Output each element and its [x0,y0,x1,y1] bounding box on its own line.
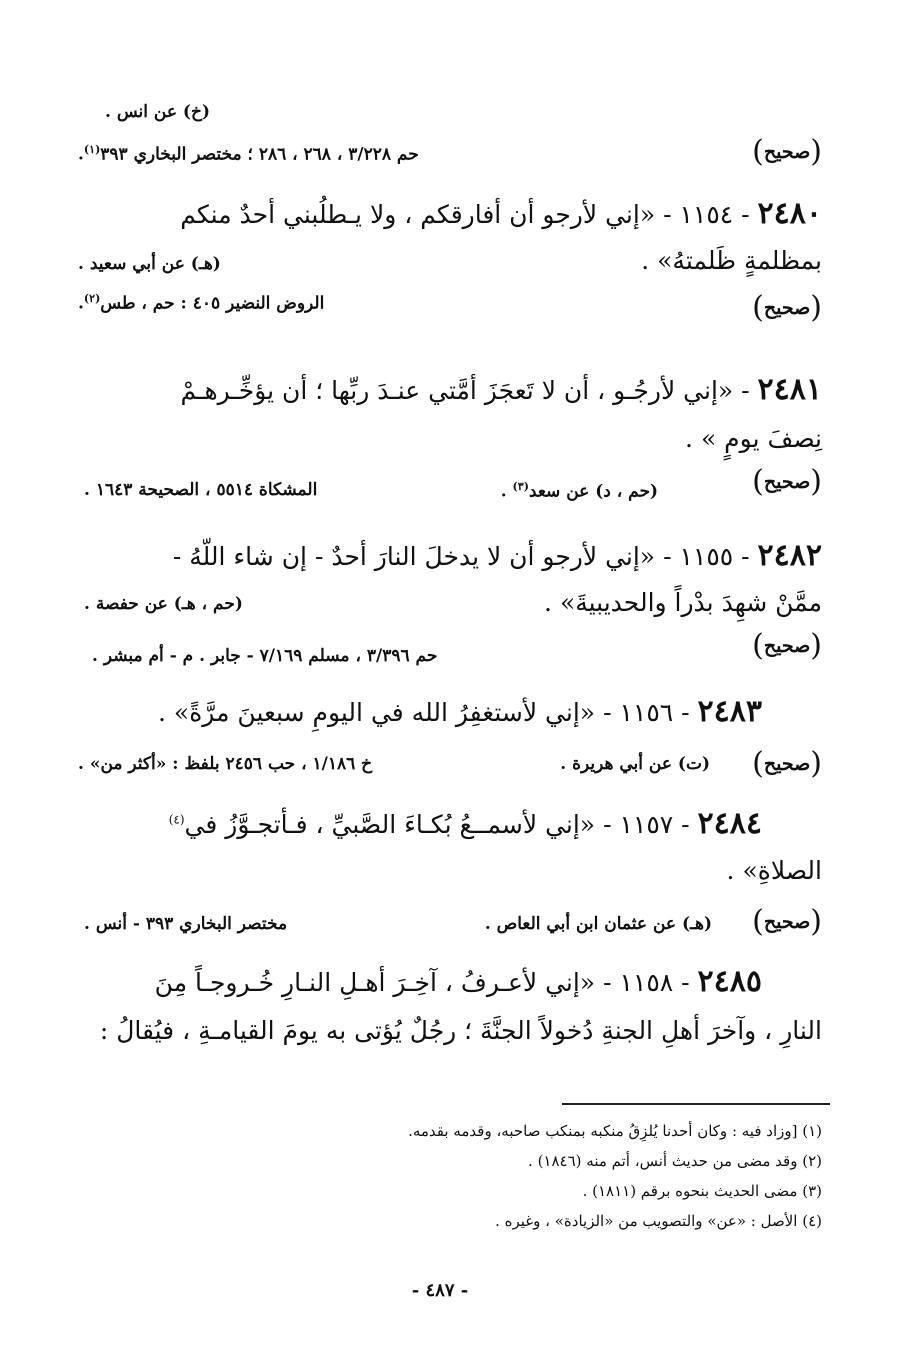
source-line: (ت) عن أبي هريرة . [560,754,710,774]
refs-line: خ ١/١٨٦ ، حب ٢٤٥٦ بلفظ : «أكثر من» . [78,754,373,774]
refs-line: حم ٣/٣٩٦ ، مسلم ٧/١٦٩ - جابر . م - أم مبشر . [92,646,438,666]
grade-label: (صحيح) [752,134,822,169]
footnote-4: (٤) الأصل : «عن» والتصويب من «الزيادة» ، وغيره . [495,1212,822,1230]
footnote-divider [562,1103,830,1105]
hadith-text-line: بمظلمةٍ ظَلمتهُ» . [641,246,822,275]
hadith-text-line: نِصفَ يومٍ » . [685,424,822,453]
hadith-heading: ٢٤٨٢ - ١١٥٥ - «إني لأرجو أن لا يدخلَ النارَ أحدٌ - إن شاء اللّهُ - [172,538,822,573]
refs-line: مختصر البخاري ٣٩٣ - أنس . [84,914,288,934]
refs-line: الروض النضير ٤٠٥ : حم ، طس$^{(٢)}$. [78,292,325,314]
hadith-heading: ٢٤٨٥ - ١١٥٨ - «إني لأعـرفُ ، آخِـرَ أهـلِ النـارِ خُـروجـاً مِنَ [154,964,762,999]
grade-label: (صحيح) [752,746,822,781]
page-number: - ٤٨٧ - [411,1280,469,1301]
hadith-heading: ٢٤٨٤ - ١١٥٧ - «إني لأسمــعُ بُكـاءَ الصَّبيِّ ، فـأتجـوَّزُ في$^{(٤)}$ [168,806,762,841]
grade-label: (صحيح) [752,628,822,663]
source-line: (حم ، د) عن سعد$^{(٣)}$ . [500,480,658,502]
source-line: (هـ) عن عثمان ابن أبي العاص . [484,914,712,934]
footnote-2: (٢) وقد مضى من حديث أنس، أتم منه (١٨٤٦) . [528,1152,822,1170]
hadith-text-line: النارِ ، وآخرَ أهلِ الجنةِ دُخولاً الجنَّةَ ؛ رجُلٌ يُؤتى به يومَ القيامـةِ ، فيُقالُ : [99,1016,822,1045]
grade-label: (صحيح) [752,904,822,939]
footnote-1: (١) [وزاد فيه : وكان أحدنا يُلزِقُ منكبه بمنكب صاحبه، وقدمه بقدمه. [408,1122,822,1140]
source-line: (خ) عن انس . [105,102,210,122]
refs-line: المشكاة ٥٥١٤ ، الصحيحة ١٦٤٣ . [84,480,318,500]
refs-line: حم ٣/٢٢٨ ، ٢٦٨ ، ٢٨٦ ؛ مختصر البخاري ٣٩٣$^{(١)}$. [78,143,419,165]
hadith-text-line: ممَّنْ شهِدَ بدْراً والحديبيةَ» . [544,588,822,617]
hadith-heading: ٢٤٨٠ - ١١٥٤ - «إني لأرجو أن أفارقكم ، ولا يـطلُبني أحدٌ منكم [180,196,822,231]
hadith-text-line: الصلاةِ» . [726,856,822,885]
source-line: (حم ، هـ) عن حفصة . [84,594,243,614]
grade-label: (صحيح) [752,464,822,499]
hadith-heading: ٢٤٨١ - «إني لأرجُـو ، أن لا تَعجَزَ أمَّتي عنـدَ ربِّها ؛ أن يؤخِّـرهـمْ [180,372,822,407]
source-line: (هـ) عن أبي سعيد . [78,254,221,274]
footnote-3: (٣) مضى الحديث بنحوه برقم (١٨١١) . [582,1182,822,1200]
hadith-heading: ٢٤٨٣ - ١١٥٦ - «إني لأستغفِرُ الله في اليومِ سبعينَ مرَّةً» . [158,694,762,729]
grade-label: (صحيح) [752,290,822,325]
